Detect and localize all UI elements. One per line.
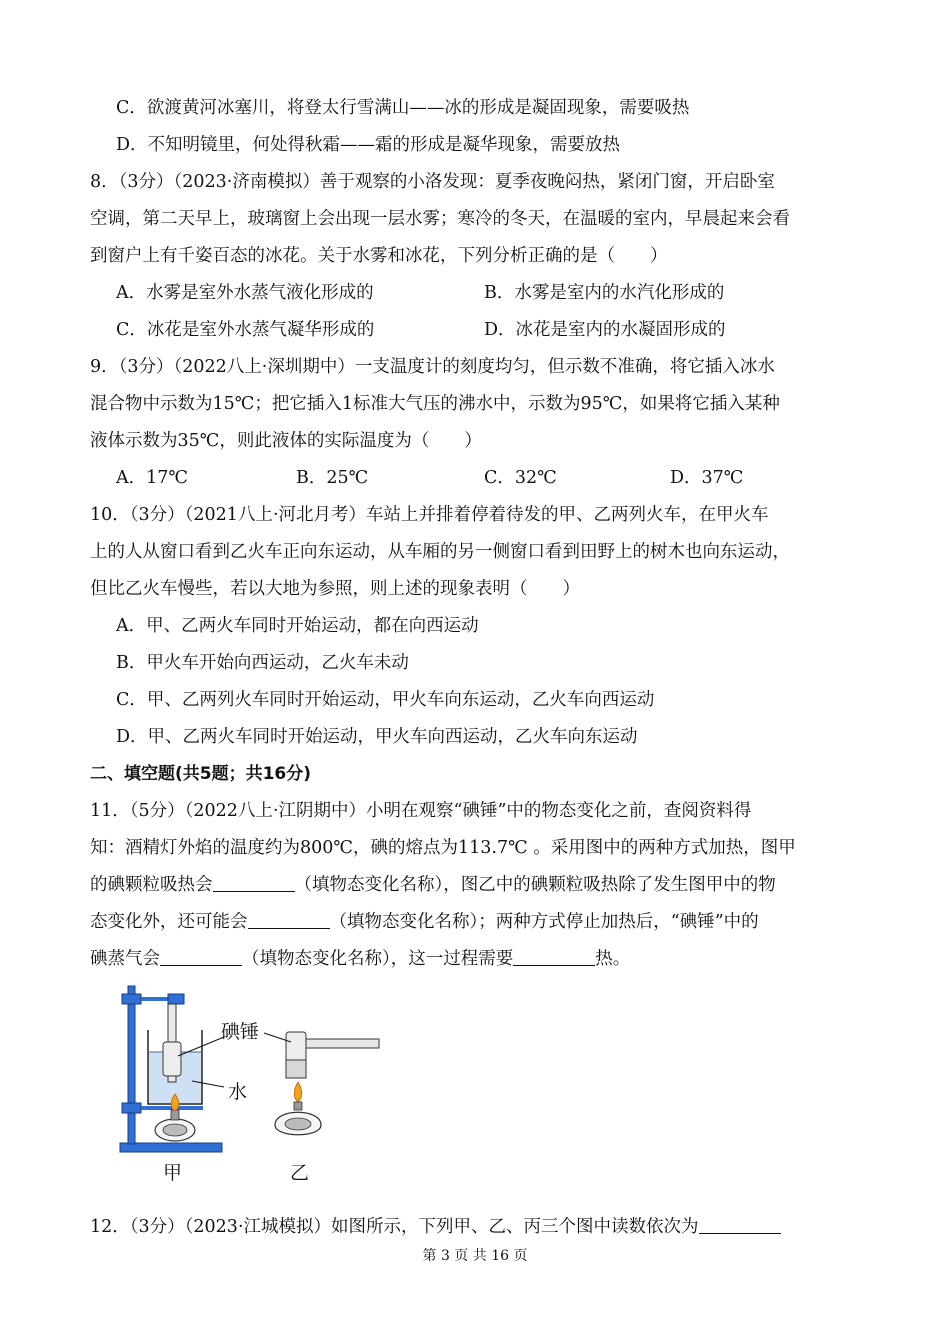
q9-stem-line1: 9．（3分）（2022八上·深圳期中）一支温度计的刻度均匀，但示数不准确，将它插入冰水 [90, 357, 775, 377]
q11-text: 的碘颗粒吸热会 [90, 875, 213, 895]
q11-stem-line2: 知：酒精灯外焰的温度约为800℃，碘的熔点为113.7℃ 。采用图中的两种方式加热，图甲 [90, 838, 796, 858]
answer-blank[interactable] [699, 1217, 781, 1234]
setup-yi [264, 1032, 379, 1135]
answer-blank[interactable] [513, 949, 595, 966]
label-yi: 乙 [290, 1162, 310, 1184]
q11-text: （填物态变化名称）；两种方式停止加热后，“碘锤”中的 [329, 912, 759, 932]
q8-option-a: A．水雾是室外水蒸气液化形成的 [116, 283, 374, 303]
q10-option-a: A．甲、乙两火车同时开始运动，都在向西运动 [116, 616, 479, 636]
q11-text: 碘蒸气会 [90, 949, 160, 969]
q10-option-c: C．甲、乙两列火车同时开始运动，甲火车向东运动，乙火车向西运动 [116, 690, 655, 710]
q9-option-b: B．25℃ [296, 468, 369, 488]
page-footer: 第 3 页 共 16 页 [422, 1248, 528, 1264]
q11-stem-line3 [90, 874, 860, 896]
q12-stem-line1 [90, 1216, 860, 1238]
q9-option-a: A．17℃ [116, 468, 188, 488]
q9-option-d: D．37℃ [670, 468, 744, 488]
q7-option-d: D．不知明镜里，何处得秋霜——霜的形成是凝华现象，需要放热 [116, 135, 621, 155]
q10-stem-line2: 上的人从窗口看到乙火车正向东运动，从车厢的另一侧窗口看到田野上的树木也向东运动， [90, 542, 790, 562]
q9-stem-line3: 液体示数为35℃，则此液体的实际温度为（ ） [90, 431, 482, 451]
q11-text: 态变化外，还可能会 [90, 912, 248, 932]
q8-stem-line1: 8．（3分）（2023·济南模拟）善于观察的小洛发现：夏季夜晚闷热，紧闭门窗，开启卧室 [90, 172, 775, 192]
q10-stem-line1: 10．（3分）（2021八上·河北月考）车站上并排着停着待发的甲、乙两列火车，在甲火车 [90, 505, 769, 525]
label-water: 水 [228, 1081, 248, 1103]
q8-stem-line2: 空调，第二天早上，玻璃窗上会出现一层水雾；寒冷的冬天，在温暖的室内，早晨起来会看 [90, 209, 790, 229]
q8-option-d: D．冰花是室内的水凝固形成的 [484, 320, 726, 340]
q7-option-c: C．欲渡黄河冰塞川，将登太行雪满山——冰的形成是凝固现象，需要吸热 [116, 98, 690, 118]
q8-option-b: B．水雾是室内的水汽化形成的 [484, 283, 725, 303]
q8-option-c: C．冰花是室外水蒸气凝华形成的 [116, 320, 375, 340]
answer-blank[interactable] [160, 949, 242, 966]
q11-text: （填物态变化名称），这一过程需要 [242, 949, 514, 969]
label-jia: 甲 [163, 1162, 183, 1184]
q10-stem-line3: 但比乙火车慢些，若以大地为参照，则上述的现象表明（ ） [90, 579, 580, 599]
q9-option-c: C．32℃ [484, 468, 557, 488]
section-heading-fill-in: 二、填空题(共5题；共16分) [90, 764, 312, 784]
q9-stem-line2: 混合物中示数为15℃；把它插入1标准大气压的沸水中，示数为95℃，如果将它插入某种 [90, 394, 780, 414]
q11-stem-line4 [90, 911, 860, 933]
label-iodine-hammer: 碘锤 [221, 1021, 260, 1043]
q11-stem-line5 [90, 948, 860, 970]
iodine-hammer-figure [112, 980, 392, 1185]
q10-option-d: D．甲、乙两火车同时开始运动，甲火车向西运动，乙火车向东运动 [116, 727, 638, 747]
q11-stem-line1: 11．（5分）（2022八上·江阴期中）小明在观察“碘锤”中的物态变化之前，查阅资料得 [90, 801, 752, 821]
q11-text: （填物态变化名称），图乙中的碘颗粒吸热除了发生图甲中的物 [294, 875, 776, 895]
answer-blank[interactable] [248, 912, 330, 929]
q11-text: 热。 [595, 949, 631, 969]
setup-jia [120, 986, 224, 1152]
q12-text: 12．（3分）（2023·江城模拟）如图所示，下列甲、乙、丙三个图中读数依次为 [90, 1217, 699, 1237]
answer-blank[interactable] [213, 875, 295, 892]
q8-stem-line3: 到窗户上有千姿百态的冰花。关于水雾和冰花，下列分析正确的是（ ） [90, 246, 668, 266]
q10-option-b: B．甲火车开始向西运动，乙火车未动 [116, 653, 409, 673]
